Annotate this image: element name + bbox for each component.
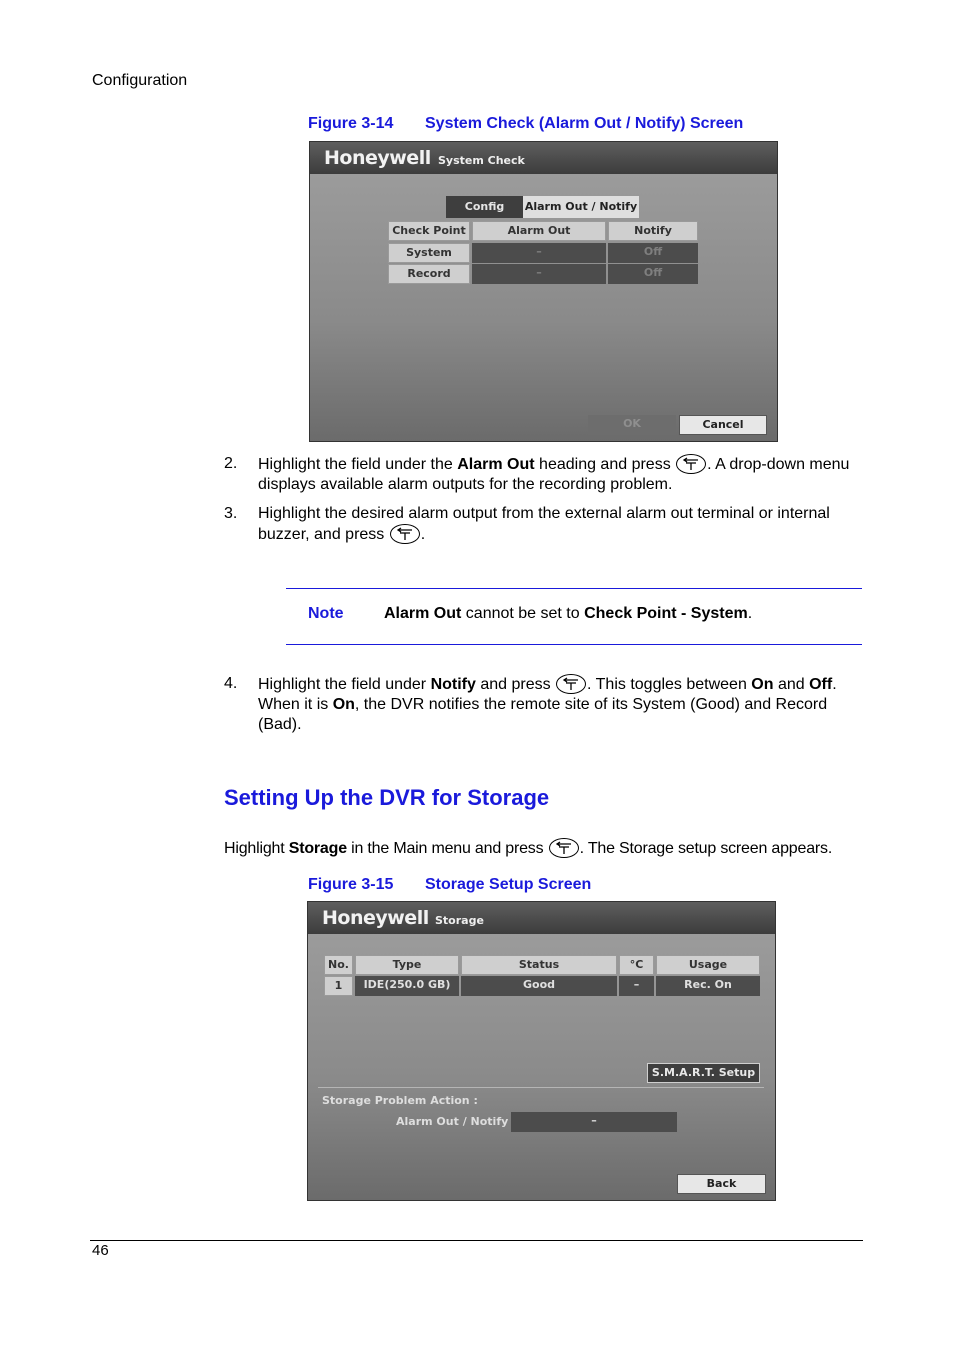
divider (318, 1087, 764, 1088)
step-2 (224, 454, 864, 495)
enter-key-icon (549, 838, 579, 858)
smart-setup-button[interactable]: S.M.A.R.T. Setup (647, 1063, 760, 1083)
figure-caption-2 (308, 876, 591, 894)
enter-key-icon (390, 524, 420, 544)
footer-rule (90, 1240, 863, 1241)
row-label-system: System (388, 243, 470, 263)
screen-title-bar (308, 902, 775, 934)
note-top-rule (286, 588, 862, 589)
step-text: Highlight the field under Notify and press . This toggles between On and Off. When it is On, the DVR notifies the remote site of its System (Good) and Record (Bad). (258, 676, 837, 733)
tab-alarm-out-notify[interactable]: Alarm Out / Notify (523, 196, 639, 218)
col-notify: Notify (608, 221, 698, 241)
record-notify-field[interactable]: Off (608, 264, 698, 284)
screen-title: Storage (435, 914, 484, 927)
col-no: No. (324, 955, 353, 975)
row-number: 1 (324, 976, 353, 996)
storage-problem-action-label: Storage Problem Action : (322, 1094, 478, 1107)
honeywell-logo: Honeywell (322, 907, 429, 929)
cancel-button[interactable]: Cancel (679, 415, 767, 435)
step-3 (224, 504, 864, 545)
col-alarm-out: Alarm Out (472, 221, 606, 241)
enter-key-icon (556, 674, 586, 694)
step-number: 4. (224, 675, 238, 692)
section-title: Setting Up the DVR for Storage (224, 785, 550, 810)
note-bottom-rule (286, 644, 862, 645)
step-text: Highlight the field under the Alarm Out heading and press . A drop-down menu displays available alarm outputs for the recording problem. (258, 456, 850, 493)
screen-title-bar (310, 142, 777, 174)
figure-caption-1 (308, 115, 743, 133)
step-number: 2. (224, 455, 238, 472)
step-4 (224, 674, 864, 735)
col-type: Type (355, 955, 459, 975)
honeywell-logo: Honeywell (324, 147, 431, 169)
col-check-point: Check Point (388, 221, 470, 241)
drive-type-cell: IDE(250.0 GB) (355, 976, 459, 996)
ok-button[interactable]: OK (588, 415, 676, 435)
note-label: Note (308, 605, 344, 622)
note-text: Alarm Out cannot be set to Check Point - System. (384, 605, 753, 622)
enter-key-icon (676, 454, 706, 474)
figure-number: Figure 3-15 (308, 876, 394, 893)
back-button[interactable]: Back (677, 1174, 766, 1194)
storage-screen (307, 901, 776, 1201)
figure-number: Figure 3-14 (308, 115, 394, 132)
col-status: Status (461, 955, 617, 975)
storage-intro-paragraph: Highlight Storage in the Main menu and press . The Storage setup screen appears. (224, 840, 833, 857)
step-text: Highlight the desired alarm output from the external alarm out terminal or internal buzzer, and press . (258, 505, 830, 543)
alarm-out-notify-field[interactable]: – (511, 1112, 677, 1132)
row-label-record: Record (388, 264, 470, 284)
page-number: 46 (92, 1242, 109, 1259)
figure-title: Storage Setup Screen (425, 876, 592, 893)
alarm-out-notify-label: Alarm Out / Notify (396, 1115, 509, 1128)
drive-usage-field[interactable]: Rec. On (656, 976, 760, 996)
col-usage: Usage (656, 955, 760, 975)
step-number: 3. (224, 505, 238, 522)
drive-temperature-cell: – (619, 976, 654, 996)
tab-config[interactable]: Config (446, 196, 523, 218)
running-header: Configuration (92, 72, 188, 89)
col-temperature: °C (619, 955, 654, 975)
drive-status-cell: Good (461, 976, 617, 996)
screen-title: System Check (438, 154, 525, 167)
system-alarm-out-field[interactable]: – (472, 243, 606, 263)
record-alarm-out-field[interactable]: – (472, 264, 606, 284)
system-notify-field[interactable]: Off (608, 243, 698, 263)
system-check-screen (309, 141, 778, 442)
figure-title: System Check (Alarm Out / Notify) Screen (425, 115, 744, 132)
